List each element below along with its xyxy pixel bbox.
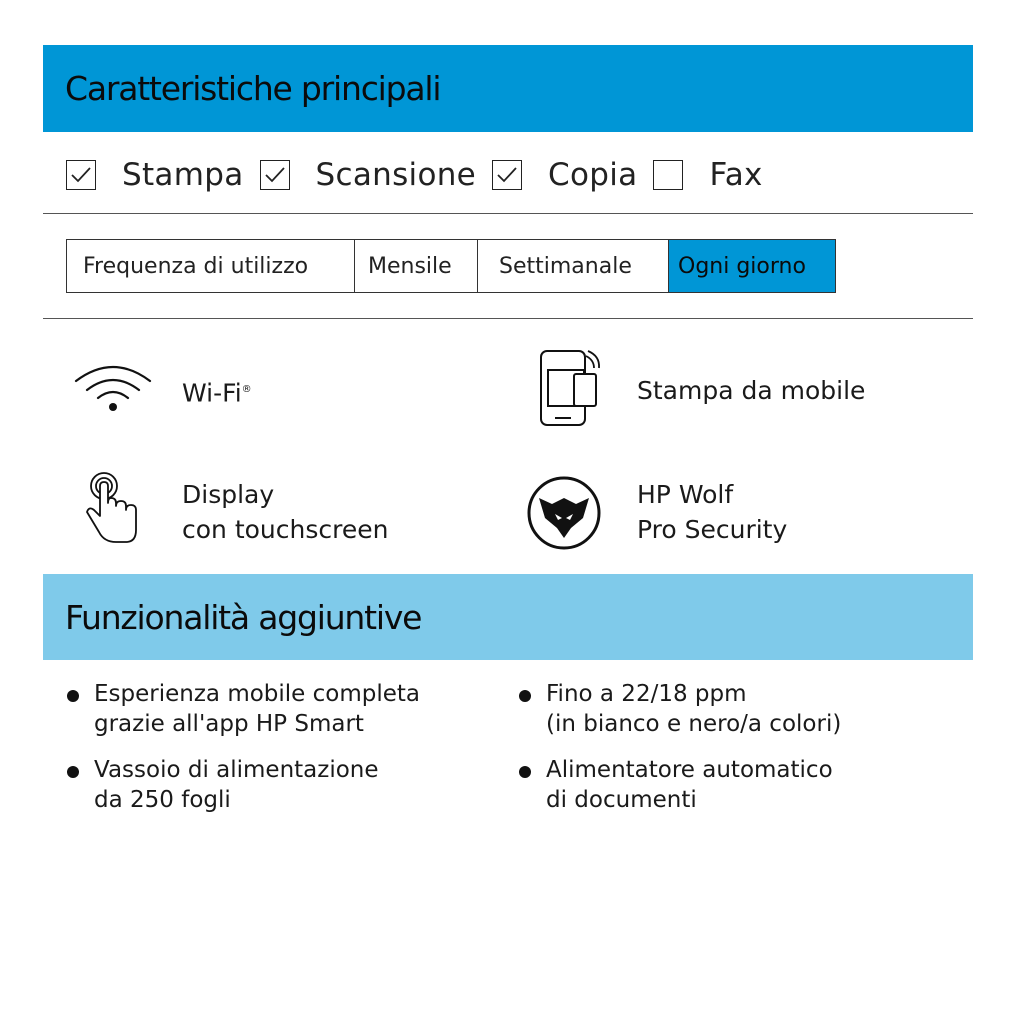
checkbox-checked-icon xyxy=(492,160,522,190)
usage-header: Frequenza di utilizzo xyxy=(67,240,355,292)
extra-item-line2: grazie all'app HP Smart xyxy=(94,711,364,737)
usage-frequency-table xyxy=(66,239,836,293)
extra-item-line2: di documenti xyxy=(546,787,697,813)
function-label: Copia xyxy=(548,157,638,193)
wolf-icon xyxy=(525,474,603,556)
registered-mark: ® xyxy=(241,384,252,395)
mobile-print-icon xyxy=(536,348,606,432)
usage-option-weekly: Settimanale xyxy=(478,240,669,292)
extra-features-header xyxy=(43,574,973,660)
function-print xyxy=(66,157,244,193)
function-label: Scansione xyxy=(315,157,477,193)
feature-wolf-line2: Pro Security xyxy=(637,515,788,544)
wifi-icon xyxy=(72,365,154,417)
feature-touchscreen-line1: Display xyxy=(182,480,275,509)
extra-item xyxy=(519,679,939,741)
checkbox-checked-icon xyxy=(66,160,96,190)
divider xyxy=(43,213,973,214)
usage-option-daily: Ogni giorno xyxy=(669,240,835,292)
main-features-header xyxy=(43,45,973,132)
feature-mobile-print-label: Stampa da mobile xyxy=(637,376,866,405)
usage-option-monthly: Mensile xyxy=(355,240,478,292)
checkbox-checked-icon xyxy=(260,160,290,190)
function-fax xyxy=(653,157,762,193)
function-label: Fax xyxy=(709,157,763,193)
bullet-dot-icon xyxy=(67,766,79,778)
bullet-dot-icon xyxy=(519,690,531,702)
function-copy xyxy=(492,157,637,193)
extra-item xyxy=(67,679,487,741)
extra-features-title: Funzionalità aggiuntive xyxy=(65,597,422,637)
extra-item-line1: Fino a 22/18 ppm xyxy=(546,681,747,707)
main-features-title: Caratteristiche principali xyxy=(65,69,441,108)
feature-wolf-line1: HP Wolf xyxy=(637,480,734,509)
function-scan xyxy=(260,157,477,193)
checkbox-empty-icon xyxy=(653,160,683,190)
extra-item xyxy=(67,755,487,817)
function-checklist xyxy=(66,154,779,196)
bullet-dot-icon xyxy=(519,766,531,778)
function-label: Stampa xyxy=(122,157,244,193)
extra-item-line2: da 250 fogli xyxy=(94,787,231,813)
extra-item-line1: Esperienza mobile completa xyxy=(94,681,421,707)
touch-icon xyxy=(82,470,142,550)
feature-touchscreen-line2: con touchscreen xyxy=(182,515,389,544)
divider xyxy=(43,318,973,319)
extra-item-line2: (in bianco e nero/a colori) xyxy=(546,711,842,737)
extra-item-line1: Alimentatore automatico xyxy=(546,757,833,783)
extra-item-line1: Vassoio di alimentazione xyxy=(94,757,379,783)
feature-wifi-label: Wi-Fi xyxy=(182,378,242,408)
bullet-dot-icon xyxy=(67,690,79,702)
extra-item xyxy=(519,755,939,817)
